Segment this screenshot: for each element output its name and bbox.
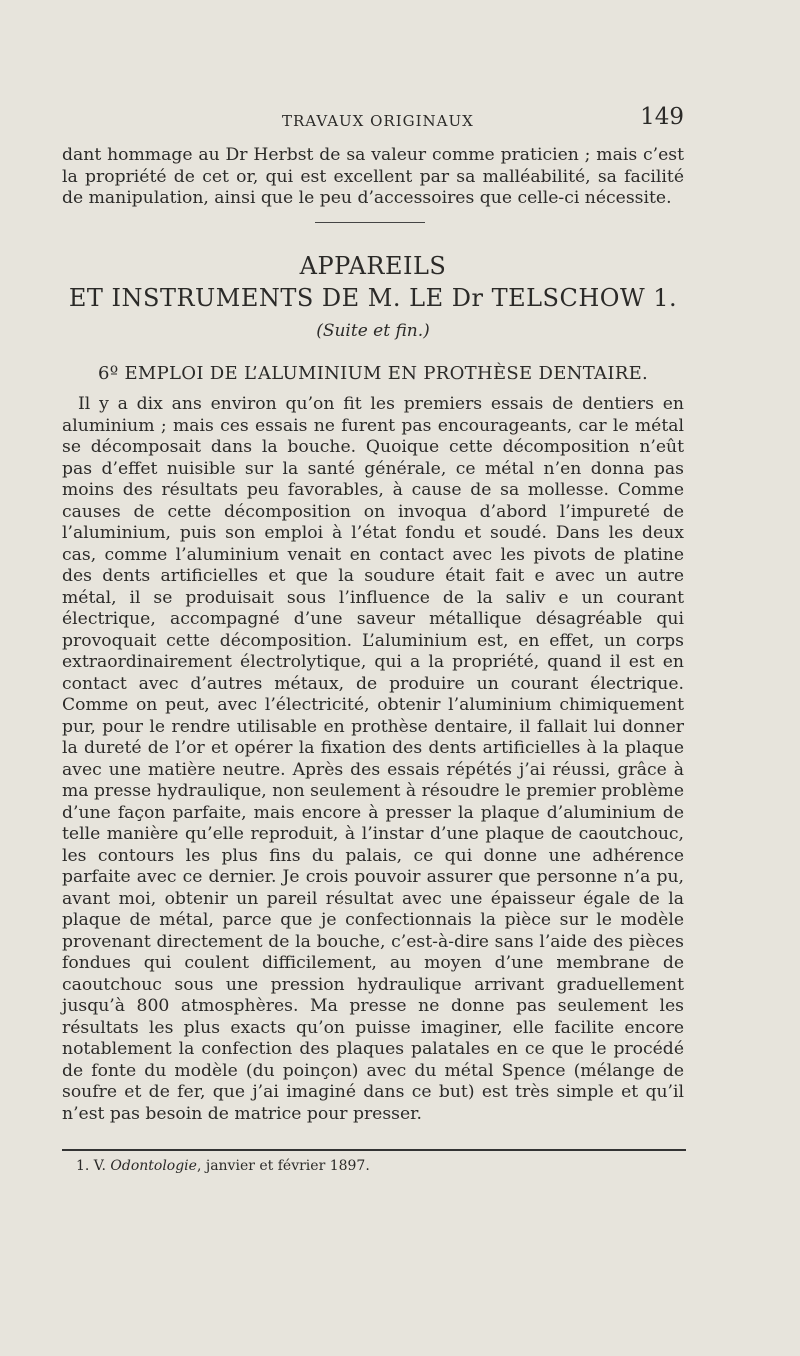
page-number: 149 <box>640 104 684 130</box>
footnote-date: , janvier et février 1897. <box>196 1158 370 1174</box>
section-heading: 6º EMPLOI DE L’ALUMINIUM EN PROTHÈSE DENTAIRE. <box>97 363 649 384</box>
article-title-line-1: APPAREILS <box>299 252 447 280</box>
footnote-divider <box>62 1149 686 1151</box>
footnote-journal: Odontologie <box>110 1158 197 1174</box>
main-paragraph: Il y a dix ans environ qu’on fit les premiers essais de dentiers en aluminium ; mais ces essais ne furent pas encourageants, car le métal se décomposait dans la bouche. Quoique cette décomposition n’eût pas d’effet nuisible sur la santé générale, ce métal n’en donna pas moins des résultats peu favorables, à cause de sa mollesse. Comme causes de cette décomposition on invoqua d’abord l’impureté de l’aluminium, puis son emploi à l’état fondu et soudé. Dans les deux cas, comme l’aluminium venait en contact avec les pivots de platine des dents artificielles et que la soudure était fait e avec un autre métal, il se produisait sous l’influence de la saliv e un courant électrique, accompagné d’une saveur métallique désagréable qui provoquait cette décomposition. L’aluminium est, en effet, un corps extraordinairement électrolytique, qui a la propriété, quand il est en contact avec d’autres métaux, de produire un courant électrique. Comme on peut, avec l’électricité, obtenir l’aluminium chimiquement pur, pour le rendre utilisable en prothèse dentaire, il fallait lui donner la dureté de l’or et opérer la fixation des dents artificielles à la plaque avec une matière neutre. Après des essais répétés j’ai réussi, grâce à ma presse hydraulique, non seulement à résoudre le premier problème d’une façon parfaite, mais encore à presser la plaque d’aluminium de telle manière qu’elle reproduit, à l’instar d’une plaque de caoutchouc, les contours les plus fins du palais, ce qui donne une adhérence parfaite avec ce dernier. Je crois pouvoir assurer que personne n’a pu, avant moi, obtenir un pareil résultat avec une épaisseur égale de la plaque de métal, parce que je confectionnais la pièce sur le modèle provenant directement de la bouche, c’est-à-dire sans l’aide des pièces fondues qui coulent difficilement, au moyen d’une membrane de caoutchouc sous une pression hydraulique arrivant graduellement jusqu’à 800 atmosphères. Ma presse ne donne pas seulement les résultats les plus exacts qu’on puisse imaginer, elle facilite encore notablement la confection des plaques palatales en ce que le procédé de fonte du modèle (du poinçon) avec du métal Spence (mélange de soufre et de fer, que j’ai imaginé dans ce but) est très simple et qu’il n’est pas besoin de matrice pour presser. <box>62 394 684 1124</box>
footnote <box>76 1158 370 1174</box>
page-header <box>62 104 684 134</box>
intro-paragraph: dant hommage au Dr Herbst de sa valeur comme praticien ; mais c’est la propriété de cet or, qui est excellent par sa malléabilité, sa facilité de manipulation, ainsi que le peu d’accessoires que celle-ci nécessite. <box>62 145 684 208</box>
running-title: TRAVAUX ORIGINAUX <box>282 112 474 130</box>
section-divider <box>315 222 425 223</box>
article-title-line-2: ET INSTRUMENTS DE M. LE Dr TELSCHOW 1. <box>68 284 678 312</box>
footnote-marker: 1. V. <box>76 1158 106 1174</box>
article-subtitle: (Suite et fin.) <box>316 321 430 341</box>
